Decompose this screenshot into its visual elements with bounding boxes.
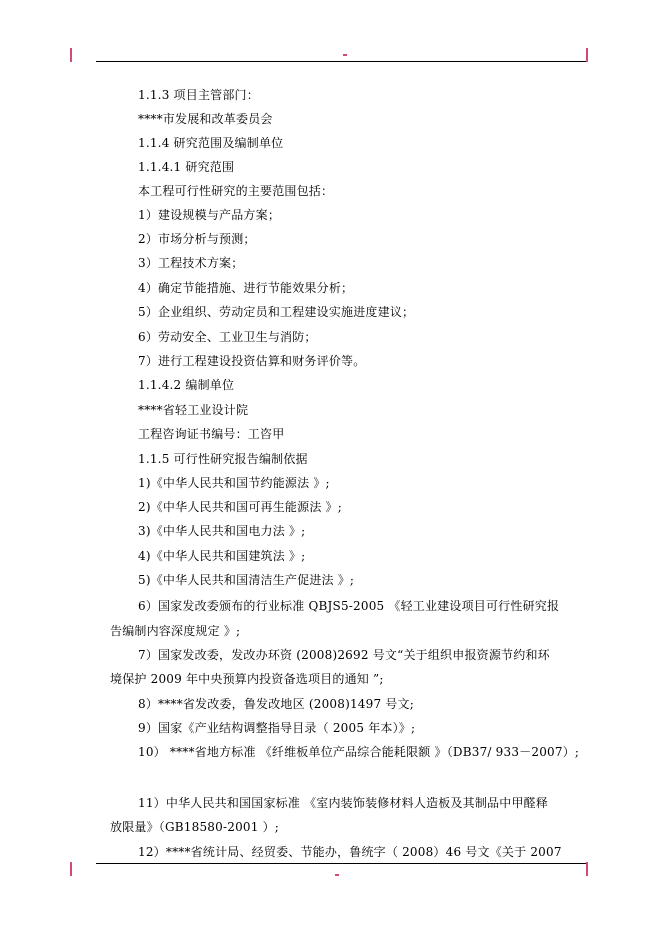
header-rule bbox=[96, 61, 586, 62]
footer-center-mark bbox=[335, 874, 339, 876]
list-item: 1）建设规模与产品方案； bbox=[138, 208, 281, 222]
section-heading-1-1-5: 1.1.5 可行性研究报告编制依据 bbox=[138, 452, 308, 466]
list-item-continuation: 告编制内容深度规定 》; bbox=[110, 624, 241, 638]
list-item: 12）****省统计局、经贸委、节能办，鲁统字（ 2008）46 号文《关于 2007 bbox=[138, 845, 562, 859]
list-item: 5)《中华人民共和国清洁生产促进法 》; bbox=[138, 573, 355, 587]
list-item: 5）企业组织、劳动定员和工程建设实施进度建议； bbox=[138, 305, 415, 319]
list-item-continuation: 境保护 2009 年中央预算内投资备选项目的通知 ”; bbox=[110, 672, 384, 686]
list-item-continuation: 放限量》（GB18580-2001 ）; bbox=[110, 820, 280, 834]
text-line: ****市发展和改革委员会 bbox=[138, 112, 273, 126]
list-item: 2)《中华人民共和国可再生能源法 》; bbox=[138, 500, 342, 514]
list-item: 3）工程技术方案； bbox=[138, 256, 244, 270]
list-item: 10） ****省地方标准 《纤维板单位产品综合能耗限额 》（DB37/ 933－2007）; bbox=[138, 745, 580, 759]
crop-mark-top-right bbox=[586, 48, 588, 62]
list-item: 4）确定节能措施、进行节能效果分析； bbox=[138, 281, 354, 295]
list-item: 6）国家发改委颁布的行业标准 QBJS5-2005 《轻工业建设项目可行性研究报 bbox=[138, 599, 560, 613]
section-heading-1-1-4-1: 1.1.4.1 研究范围 bbox=[138, 160, 235, 174]
list-item: 9）国家《产业结构调整指导目录（ 2005 年本）》; bbox=[138, 721, 416, 735]
list-item: 1)《中华人民共和国节约能源法 》; bbox=[138, 476, 330, 490]
text-line: ****省轻工业设计院 bbox=[138, 403, 249, 417]
footer-rule bbox=[96, 863, 586, 864]
section-heading-1-1-3: 1.1.3 项目主管部门： bbox=[138, 88, 259, 102]
text-line: 工程咨询证书编号：工咨甲 bbox=[138, 427, 285, 441]
section-heading-1-1-4-2: 1.1.4.2 编制单位 bbox=[138, 378, 235, 392]
text-line: 本工程可行性研究的主要范围包括： bbox=[138, 184, 334, 198]
list-item: 2）市场分析与预测； bbox=[138, 232, 256, 246]
crop-mark-bottom-left bbox=[70, 862, 72, 876]
list-item: 8）****省发改委，鲁发改地区 (2008)1497 号文; bbox=[138, 697, 414, 711]
list-item: 11）中华人民共和国国家标准 《室内装饰装修材料人造板及其制品中甲醛释 bbox=[138, 796, 549, 810]
list-item: 7）国家发改委，发改办环资 (2008)2692 号文“关于组织申报资源节约和环 bbox=[138, 648, 550, 662]
section-heading-1-1-4: 1.1.4 研究范围及编制单位 bbox=[138, 136, 284, 150]
list-item: 4)《中华人民共和国建筑法 》; bbox=[138, 549, 306, 563]
list-item: 3)《中华人民共和国电力法 》; bbox=[138, 524, 306, 538]
list-item: 6）劳动安全、工业卫生与消防； bbox=[138, 330, 317, 344]
list-item: 7）进行工程建设投资估算和财务评价等。 bbox=[138, 354, 366, 368]
crop-mark-bottom-right bbox=[586, 862, 588, 876]
header-center-mark bbox=[343, 54, 347, 56]
crop-mark-top-left bbox=[70, 48, 72, 62]
